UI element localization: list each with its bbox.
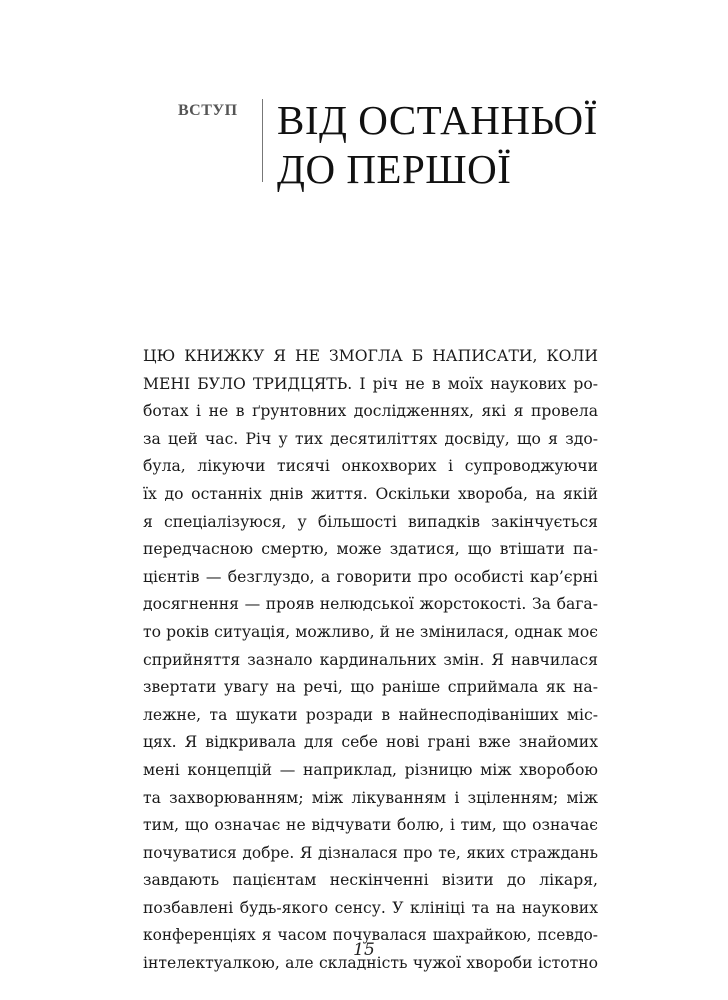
body-line: інтелектуалкою, але складність чужої хвороби істотно <box>143 954 598 973</box>
body-line: передчасною смертю, може здатися, що втішати па- <box>143 540 598 559</box>
body-line: то років ситуація, можливо, й не змінилася, однак моє <box>143 622 598 641</box>
body-line: ботах і не в ґрунтовних дослідженнях, які я провела <box>143 402 598 421</box>
body-line: лежне, та шукати розради в найнесподіваніших міс- <box>143 705 598 724</box>
body-line: завдають пацієнтам нескінченні візити до лікаря, <box>143 871 598 890</box>
body-line: почуватися добре. Я дізналася про те, яких страждань <box>143 843 598 862</box>
body-line: та захворюванням; між лікуванням і зціленням; між <box>143 788 598 807</box>
body-line: цієнтів — безглуздо, а говорити про особисті кар’єрні <box>143 567 598 586</box>
chapter-title-line: ВІД ОСТАННЬОЇ <box>277 97 598 143</box>
body-line: їх до останніх днів життя. Оскільки хвороба, на якій <box>143 484 598 503</box>
chapter-label: ВСТУП <box>178 102 238 119</box>
chapter-title-line: ДО ПЕРШОЇ <box>277 146 512 192</box>
body-line: досягнення — прояв нелюдської жорстокості. За бага- <box>143 595 598 614</box>
body-line: я спеціалізуюся, у більшості випадків закінчується <box>143 512 598 531</box>
body-line: була, лікуючи тисячі онкохворих і супроводжуючи <box>143 457 598 476</box>
chapter-title <box>277 96 598 194</box>
body-line: сприйняття зазнало кардинальних змін. Я навчилася <box>143 650 598 669</box>
body-line: позбавлені будь-якого сенсу. У клініці та на наукових <box>143 898 598 917</box>
body-line: тим, що означає не відчувати болю, і тим, що означає <box>143 816 598 835</box>
body-line: цях. Я відкривала для себе нові грані вже знайомих <box>143 733 598 752</box>
body-text <box>143 343 598 978</box>
body-line: МЕНІ БУЛО ТРИДЦЯТЬ. І річ не в моїх наукових ро- <box>143 374 598 393</box>
body-line: звертати увагу на речі, що раніше сприймала як на- <box>143 678 598 697</box>
title-divider <box>262 99 263 182</box>
body-line: ЦЮ КНИЖКУ Я НЕ ЗМОГЛА Б НАПИСАТИ, КОЛИ <box>143 347 598 365</box>
page-number: 15 <box>353 940 375 960</box>
body-line: конференціях я часом почувалася шахрайкою, псевдо- <box>143 926 598 945</box>
body-line: мені концепцій — наприклад, різницю між хворобою <box>143 760 598 779</box>
body-line: за цей час. Річ у тих десятиліттях досвіду, що я здо- <box>143 429 598 448</box>
